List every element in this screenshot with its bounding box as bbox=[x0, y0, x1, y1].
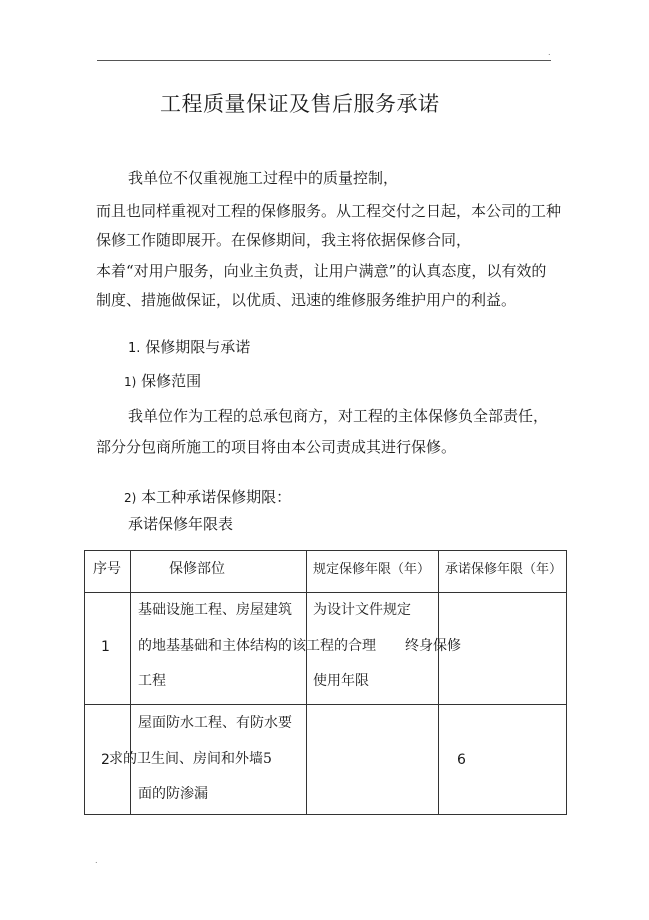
subsection-2-title: 本工种承诺保修期限： bbox=[141, 488, 292, 506]
row-1-part-line-3: 工程 bbox=[138, 673, 166, 689]
scope-line-1: 我单位作为工程的总承包商方，对工程的主体保修负全部责任， bbox=[128, 407, 549, 425]
header-cell bbox=[439, 551, 567, 593]
row-1-promised: 终身保修 bbox=[405, 638, 461, 654]
header-rule bbox=[97, 60, 551, 61]
intro-line-2: 而且也同样重视对工程的保修服务。从工程交付之日起，本公司的工种 bbox=[96, 202, 562, 220]
header-cell bbox=[85, 551, 131, 593]
row-1-index: 1 bbox=[101, 639, 110, 655]
header-cell bbox=[131, 551, 307, 593]
header-part: 保修部位 bbox=[169, 561, 225, 577]
subsection-2-heading bbox=[124, 487, 291, 508]
intro-line-3: 保修工作随即展开。在保修期间，我主将依据保修合同， bbox=[96, 231, 472, 249]
document-title: 工程质量保证及售后服务承诺 bbox=[160, 92, 440, 116]
scope-line-2: 部分分包商所施工的项目将由本公司责成其进行保修。 bbox=[96, 438, 457, 456]
section-1-title: 保修期限与承诺 bbox=[145, 338, 251, 356]
row-1-part-line-1: 基础设施工程、房屋建筑 bbox=[138, 602, 292, 618]
subsection-1-title: 保修范围 bbox=[141, 372, 202, 390]
warranty-table bbox=[84, 550, 567, 815]
intro-line-1: 我单位不仅重视施工过程中的质量控制， bbox=[128, 169, 399, 187]
footer-corner-mark: . bbox=[95, 856, 98, 865]
subsection-1-number: 1) bbox=[124, 375, 137, 389]
header-promised: 承诺保修年限（年） bbox=[445, 562, 563, 577]
header-index: 序号 bbox=[93, 561, 121, 577]
table-header-row bbox=[85, 551, 567, 593]
row-2-part-line-1: 屋面防水工程、有防水要 bbox=[138, 715, 292, 731]
subsection-1-heading bbox=[124, 371, 201, 392]
row-2-index: 2 bbox=[101, 752, 110, 768]
row-2-part-line-3: 面的防渗漏 bbox=[138, 786, 208, 802]
intro-line-5: 制度、措施做保证，以优质、迅速的维修服务维护用户的利益。 bbox=[96, 291, 517, 309]
subsection-2-number: 2) bbox=[124, 491, 137, 505]
table-row bbox=[85, 705, 567, 815]
index-cell bbox=[85, 593, 131, 705]
intro-line-4: 本着“对用户服务，向业主负责，让用户满意”的认真态度，以有效的 bbox=[96, 262, 547, 280]
header-cell bbox=[307, 551, 439, 593]
row-1-part-line-2: 的地基基础和主体结构的该工程的合理 bbox=[138, 638, 376, 654]
header-stipulated: 规定保修年限（年） bbox=[313, 562, 431, 577]
promised-cell bbox=[405, 593, 567, 705]
promised-cell bbox=[439, 705, 567, 815]
section-1-heading bbox=[128, 337, 250, 359]
row-1-stipulated-line-1: 为设计文件规定 bbox=[313, 602, 411, 618]
table-caption: 承诺保修年限表 bbox=[128, 515, 234, 533]
row-2-promised: 6 bbox=[457, 752, 466, 768]
part-cell bbox=[109, 705, 307, 815]
row-2-part-line-2: 求的卫生间、房间和外墙5 bbox=[109, 751, 272, 767]
table-row bbox=[85, 593, 567, 705]
row-1-stipulated-line-2: 使用年限 bbox=[313, 673, 369, 689]
header-corner-mark: . bbox=[548, 48, 551, 57]
stipulated-cell bbox=[307, 705, 439, 815]
section-1-number: 1. bbox=[128, 341, 141, 356]
